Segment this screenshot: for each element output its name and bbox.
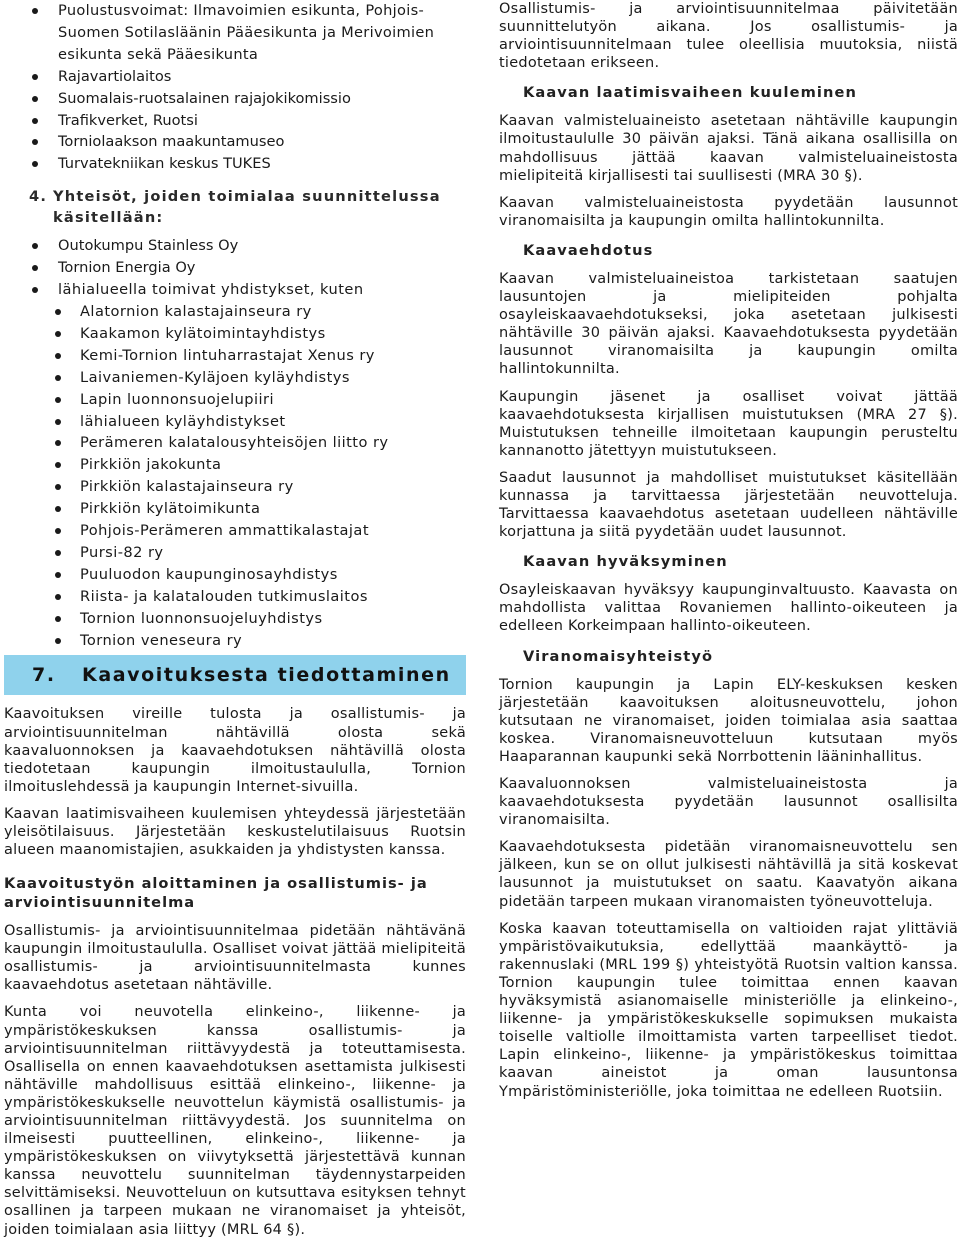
subheading: Kaavan laatimisvaiheen kuuleminen xyxy=(523,84,857,102)
paragraph: Kaavan valmisteluaineisto asetetaan nähtäville kaupungin ilmoitustaululle 30 päivän ajaksi. Tänä aikana osallisilla on mahdollisuus jättää kaavan valmisteluaineistosta mielipiteitä kirjallisesti tai suullisesti (MRA 30 §). xyxy=(499,113,958,184)
list-item: Riista- ja kalatalouden tutkimuslaitos xyxy=(4,586,466,608)
list-item: lähialueella toimivat yhdistykset, kuten xyxy=(4,279,466,301)
subheading: Kaavaehdotus xyxy=(523,241,654,259)
paragraph: Kaavan valmisteluaineistosta pyydetään lausunnot viranomaisilta ja kaupungin omilta hallintokunnilta. xyxy=(499,194,958,229)
subheading: Kaavan hyväksyminen xyxy=(523,553,728,571)
paragraph: Kaavaluonnoksen valmisteluaineistosta ja kaavaehdotuksesta pyydetään lausunnot osallisilta viranomaisilta. xyxy=(499,776,958,829)
paragraph: Tornion kaupungin ja Lapin ELY-keskuksen kesken järjestetään kaavoituksen aloitusneuvottelu, johon kutsutaan ne viranomaiset, joiden toimialaa asia saattaa koskea. Viranomaisneuvotteluun kutsutaan myös Haaparannan kaupunki sekä Norrbottenin lääninhallitus. xyxy=(499,676,958,765)
section-7-number: 7. xyxy=(32,664,56,687)
paragraph: Osayleiskaavan hyväksyy kaupunginvaltuusto. Kaavasta on mahdollista valittaa Rovaniemen hallinto-oikeuteen ja edelleen Korkeimpaan hallinto-oikeuteen. xyxy=(499,582,958,635)
associations-list xyxy=(4,301,466,652)
list-item: Kaakamon kylätoimintayhdistys xyxy=(4,323,466,345)
list-item: Pursi-82 ry xyxy=(4,542,466,564)
list-item: Tornion Energia Oy xyxy=(4,257,466,279)
list-item: Perämeren kalatalousyhteisöjen liitto ry xyxy=(4,432,466,454)
section-4-number: 4. xyxy=(29,188,48,206)
subheading: Kaavoitustyön aloittaminen ja osallistumis- ja arviointisuunnitelma xyxy=(4,875,428,911)
list-item: Puolustusvoimat: Ilmavoimien esikunta, Pohjois-Suomen Sotilasläänin Pääesikunta ja Merivoimien esikunta sekä Pääesikunta xyxy=(4,0,466,66)
list-item: Pirkkiön kalastajainseura ry xyxy=(4,476,466,498)
section-4-heading xyxy=(4,186,466,228)
list-item: Outokumpu Stainless Oy xyxy=(4,235,466,257)
list-item: Pirkkiön kylätoimikunta xyxy=(4,498,466,520)
paragraph: Kaavoituksen vireille tulosta ja osallistumis- ja arviointisuunnitelman nähtävillä olosta sekä kaavaluonnoksen ja kaavaehdotuksen nähtävillä olosta tiedotetaan kaupungin ilmoitustaululla, Tornion ilmoituslehdessä ja kaupungin Internet-sivuilla. xyxy=(4,706,466,795)
list-item: Kemi-Tornion lintuharrastajat Xenus ry xyxy=(4,345,466,367)
section-4-title: Yhteisöt, joiden toimialaa suunnittelussa käsitellään: xyxy=(53,188,441,227)
list-item: Tornion veneseura ry xyxy=(4,630,466,652)
list-item: Tornion luonnonsuojeluyhdistys xyxy=(4,608,466,630)
authorities-list xyxy=(4,0,466,175)
subheading: Viranomaisyhteistyö xyxy=(523,647,714,665)
organizations-list xyxy=(4,235,466,301)
paragraph: Kaavan laatimisvaiheen kuulemisen yhteydessä järjestetään yleisötilaisuus. Järjestetään keskustelutilaisuus Ruotsin alueen maanomistajien, asukkaiden ja yhdistysten kanssa. xyxy=(4,805,466,859)
section-7-banner xyxy=(4,655,466,695)
list-item: Puuluodon kaupunginosayhdistys xyxy=(4,564,466,586)
paragraph: Koska kaavan toteuttamisella on valtioiden rajat ylittäviä ympäristövaikutuksia, edellyttää maankäyttö- ja rakennuslaki (MRL 199 §) yhteistyötä Ruotsin valtion kanssa. Tornion kaupungin tulee toimittaa ennen kaavan hyväksymistä asianomaiselle ministeriölle ja elinkeino-, liikenne- ja ympäristökeskukselle sopimuksen mukaista toiselle valtiolle ilmoittamista varten tarpeelliset tiedot. Lapin elinkeino-, liikenne- ja ympäristökeskus toimittaa kaavan aineistot ja oman lausuntonsa Ympäristöministeriölle, joka toimittaa ne edelleen Ruotsiin. xyxy=(499,920,958,1100)
list-item: Rajavartiolaitos xyxy=(4,66,466,88)
right-column xyxy=(499,0,958,1110)
paragraph: Kaavan valmisteluaineistoa tarkistetaan saatujen lausuntojen ja mielipiteiden pohjalta osayleiskaavaehdotukseksi, joka asetetaan julkisesti nähtäville 30 päivän ajaksi. Kaavaehdotuksesta pyydetään lausunnot viranomaisilta ja kaupungin omilta hallintokunnilta. xyxy=(499,270,958,378)
left-column xyxy=(4,0,466,1248)
paragraph: Kaavaehdotuksesta pidetään viranomaisneuvottelu sen jälkeen, kun se on ollut julkisesti nähtävillä ja sitä koskevat lausunnot ja muistutukset on saatu. Kaavatyön aikana pidetään tarpeen mukaan viranomaisten työneuvotteluja. xyxy=(499,839,958,910)
paragraph: Osallistumis- ja arviointisuunnitelmaa pidetään nähtävänä kaupungin ilmoitustaululla. Osalliset voivat jättää mielipiteitä osallistumis- ja arviointisuunnitelmasta kunnes kaavaehdotus asetetaan nähtäville. xyxy=(4,923,466,994)
paragraph: Kunta voi neuvotella elinkeino-, liikenne- ja ympäristökeskuksen kanssa osallistumis- ja arviointisuunnitelman riittävyydestä ja toteuttamisesta. Osallisella on ennen kaavaehdotuksen asettamista julkisesti nähtäville mahdollisuus esittää elinkeino-, liikenne- ja ympäristökeskukselle neuvottelun käymistä osallistumis- ja arviointisuunnitelman riittävyydestä. Jos suunnitelma on ilmeisesti puutteellinen, elinkeino-, liikenne- ja ympäristökeskuksen on viivytyksettä järjestettävä kunnan kanssa neuvottelu suunnitelman täydennystarpeiden selvittämiseksi. Neuvotteluun on kutsuttava esityksen tehnyt osallinen ja tarpeen mukaan ne viranomaiset ja yhteisöt, joiden toimialaan asia liittyy (MRL 64 §). xyxy=(4,1004,466,1238)
list-item: Laivaniemen-Kyläjoen kyläyhdistys xyxy=(4,367,466,389)
list-item: Suomalais-ruotsalainen rajajokikomissio xyxy=(4,88,466,110)
list-item: Pirkkiön jakokunta xyxy=(4,454,466,476)
paragraph: Osallistumis- ja arviointisuunnitelmaa päivitetään suunnittelutyön aikana. Jos osallistumis- ja arviointisuunnitelmaan tulee oleellisia muutoksia, niistä tiedotetaan erikseen. xyxy=(499,1,958,72)
paragraph: Saadut lausunnot ja mahdolliset muistutukset käsitellään kunnassa ja tarvittaessa järjestetään neuvotteluja. Tarvittaessa kaavaehdotus asetetaan uudelleen nähtäville korjattuna ja siitä pyydetään uudet lausunnot. xyxy=(499,469,958,541)
list-item: Lapin luonnonsuojelupiiri xyxy=(4,389,466,411)
list-item: Alatornion kalastajainseura ry xyxy=(4,301,466,323)
list-item: Pohjois-Perämeren ammattikalastajat xyxy=(4,520,466,542)
list-item: Turvatekniikan keskus TUKES xyxy=(4,153,466,175)
section-7-title: Kaavoituksesta tiedottaminen xyxy=(82,664,451,687)
list-item: Trafikverket, Ruotsi xyxy=(4,110,466,132)
list-item: Torniolaakson maakuntamuseo xyxy=(4,131,466,153)
paragraph: Kaupungin jäsenet ja osalliset voivat jättää kaavaehdotuksesta kirjallisen muistutuksen (MRA 27 §). Muistutuksen tehneille ilmoitetaan kaupungin perusteltu kannanotto jätettyyn muistutukseen. xyxy=(499,388,958,459)
list-item: lähialueen kyläyhdistykset xyxy=(4,411,466,433)
